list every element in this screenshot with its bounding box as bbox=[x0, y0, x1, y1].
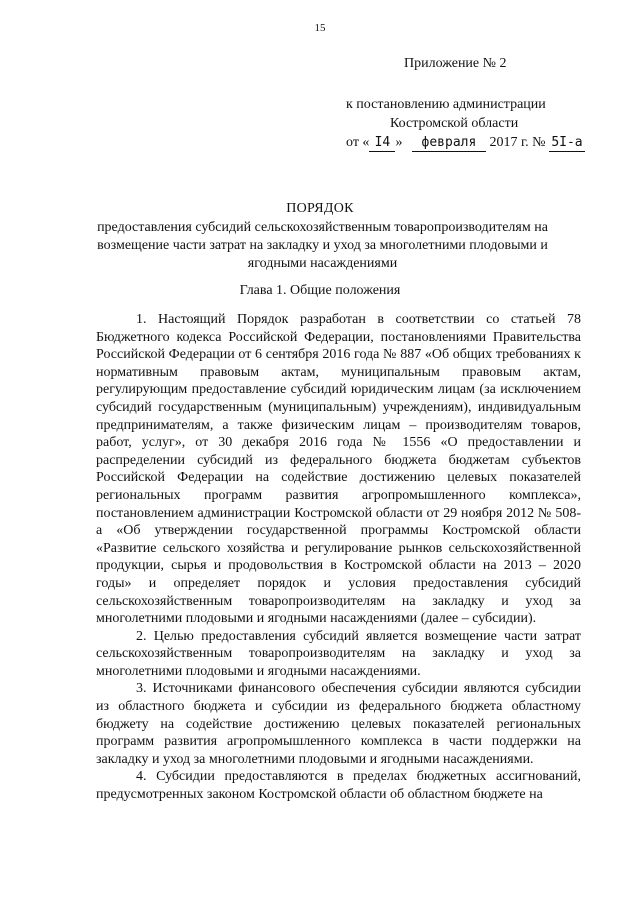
appendix-line-region: Костромской области bbox=[390, 116, 519, 131]
date-day-handwritten: I4 bbox=[369, 135, 395, 152]
document-subtitle: предоставления субсидий сельскохозяйственным товаропроизводителям на возмещение части затрат на закладку и уход за многолетними плодовыми и ягодными насаждениями bbox=[97, 220, 548, 271]
date-year: 2017 г. № bbox=[485, 135, 549, 150]
paragraph-3: 3. Источниками финансового обеспечения субсидии являются субсидии из областного бюджета и субсидии из федерального бюджета областному бюджету на содействие достижению целевых показателей региональных программ развития агропромышленного комплекса в части поддержки на закладку и уход за многолетними плодовыми и ягодными насаждениями. bbox=[96, 681, 581, 767]
decree-number-handwritten: 5I-а bbox=[549, 135, 585, 152]
paragraph-4: 4. Субсидии предоставляются в пределах бюджетных ассигнований, предусмотренных законом Костромской области об областном бюджете на bbox=[96, 769, 581, 803]
paragraph-1: 1. Настоящий Порядок разработан в соответствии со статьей 78 Бюджетного кодекса Российской Федерации, постановлениями Правительства Российской Федерации от 6 сентября 2016 года № 887 «Об общих требованиях к нормативным правовым актам, муниципальным правовым актам, регулирующим предоставление субсидий юридическим лицам (за исключением субсидий государственным (муниципальным) учреждениям), индивидуальным предпринимателям, а также физическим лицам – производителям товаров, работ, услуг», от 30 декабря 2016 года № 1556 «О предоставлении и распределении субсидий из федерального бюджета бюджетам субъектов Российской Федерации на содействие достижению целевых показателей региональных программ развития агропромышленного комплекса», постановлением администрации Костромской области от 29 ноября 2012 № 508-а «Об утверждении государственной программы Костромской области «Развитие сельского хозяйства и регулирование рынков сельскохозяйственной продукции, сырья и продовольствия в Костромской области на 2013 – 2020 годы» и определяет порядок и условия предоставления субсидий сельскохозяйственным товаропроизводителям на закладку и уход за многолетними плодовыми и ягодными насаждениями (далее – субсидии). bbox=[96, 312, 581, 627]
page-number: 15 bbox=[314, 22, 326, 34]
appendix-reference bbox=[346, 95, 586, 152]
date-prefix: от « bbox=[346, 135, 370, 150]
chapter-heading: Глава 1. Общие положения bbox=[239, 283, 401, 298]
appendix-date-line bbox=[346, 133, 586, 152]
appendix-line-decree: к постановлению администрации bbox=[346, 97, 546, 112]
document-title: ПОРЯДОК bbox=[286, 201, 354, 216]
date-month-handwritten: февраля bbox=[412, 135, 486, 152]
paragraph-2: 2. Целью предоставления субсидий является возмещение части затрат сельскохозяйственным товаропроизводителям на закладку и уход за многолетними плодовыми и ягодными насаждениями. bbox=[96, 628, 581, 679]
document-body bbox=[96, 311, 581, 804]
appendix-label: Приложение № 2 bbox=[404, 56, 507, 71]
date-mid: » bbox=[395, 135, 406, 150]
